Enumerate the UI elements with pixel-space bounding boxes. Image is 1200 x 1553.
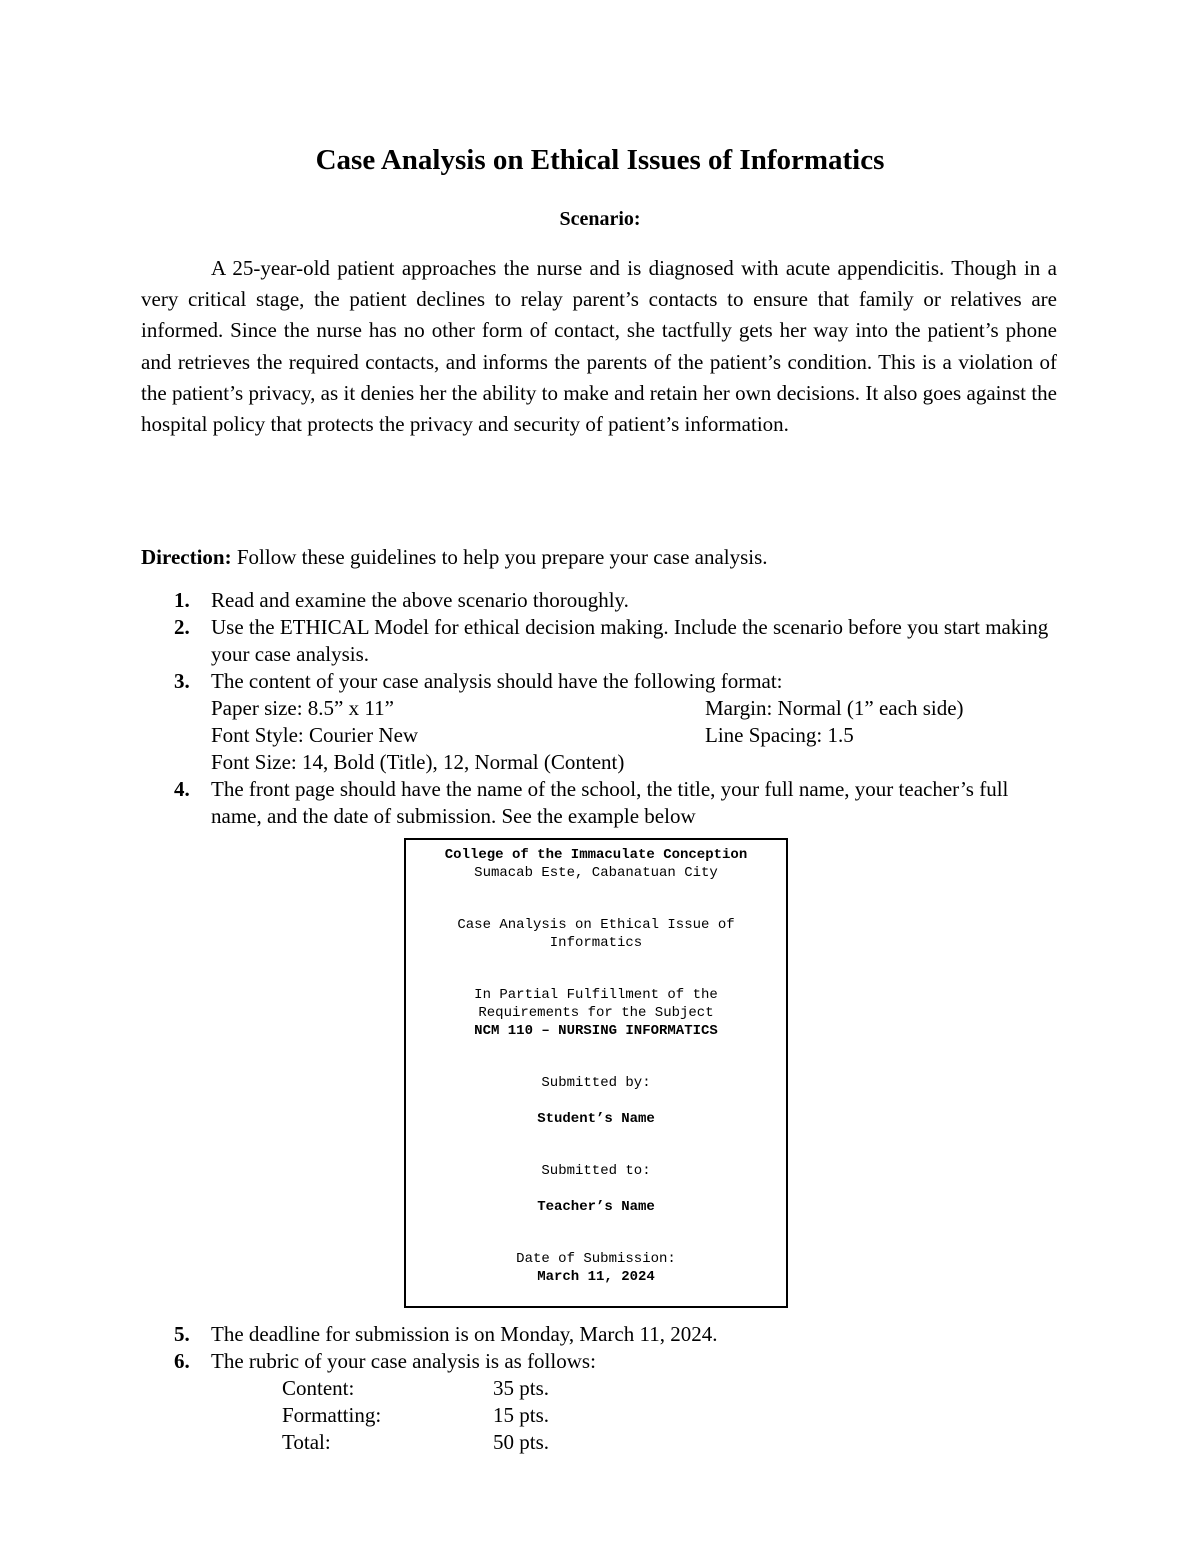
rubric-label: Content: [282, 1376, 355, 1400]
rubric-label: Formatting: [282, 1403, 382, 1427]
rubric-points: 35 pts. [493, 1376, 550, 1400]
rubric-points: 15 pts. [493, 1403, 550, 1427]
cover-submitted-by-label: Submitted by: [541, 1075, 651, 1091]
list-item-number: 6. [174, 1349, 190, 1373]
cover-title-line: Case Analysis on Ethical Issue of [457, 917, 735, 933]
format-line-spacing: Line Spacing: 1.5 [705, 723, 854, 747]
format-row [211, 722, 1061, 749]
cover-student-name: Student’s Name [537, 1111, 655, 1127]
rubric-row [211, 1402, 1061, 1429]
scenario-heading: Scenario: [559, 208, 641, 230]
list-item [141, 1348, 1061, 1456]
list-item-number: 4. [174, 777, 190, 801]
scenario-paragraph: A 25-year-old patient approaches the nurse and is diagnosed with acute appendicitis. Though in a very critical stage, the patient declines to relay parent’s contacts to ensure that family or relatives are informed. Since the nurse has no other form of contact, she tactfully gets her way into the patient’s phone and retrieves the required contacts, and informs the parents of the patient’s condition. This is a violation of the patient’s privacy, as it denies her the ability to make and retain her own decisions. It also goes against the hospital policy that protects the privacy and security of patient’s information. [141, 256, 1057, 437]
format-row [211, 695, 1061, 722]
list-item-number: 1. [174, 588, 190, 612]
list-item-text: Use the ETHICAL Model for ethical decision making. Include the scenario before you start making your case analysis. [211, 615, 1049, 666]
cover-submitted-to-label: Submitted to: [541, 1163, 651, 1179]
guidelines-list [141, 587, 1061, 830]
cover-school-name: College of the Immaculate Conception [444, 847, 748, 863]
rubric-points: 50 pts. [493, 1430, 550, 1454]
list-item-text: The deadline for submission is on Monday, March 11, 2024. [211, 1322, 718, 1346]
document-title: Case Analysis on Ethical Issues of Informatics [315, 144, 885, 176]
list-item-text: The rubric of your case analysis is as follows: [211, 1349, 596, 1373]
format-font-style: Font Style: Courier New [211, 723, 419, 747]
list-item [141, 587, 1061, 614]
rubric-row [211, 1375, 1061, 1402]
direction-label: Direction: [141, 545, 232, 569]
cover-teacher-name: Teacher’s Name [537, 1199, 655, 1215]
rubric-row [211, 1429, 1061, 1456]
format-margin: Margin: Normal (1” each side) [705, 696, 964, 720]
cover-date-label: Date of Submission: [516, 1251, 676, 1267]
list-item-text: The content of your case analysis should have the following format: [211, 669, 783, 693]
rubric-label: Total: [282, 1430, 331, 1454]
list-item [141, 668, 1061, 776]
cover-school-address: Sumacab Este, Cabanatuan City [474, 865, 718, 881]
cover-date: March 11, 2024 [537, 1269, 655, 1285]
cover-fulfillment-line: In Partial Fulfillment of the [474, 987, 718, 1003]
list-item-number: 3. [174, 669, 190, 693]
list-item [141, 776, 1061, 830]
cover-subject: NCM 110 – NURSING INFORMATICS [474, 1023, 718, 1039]
cover-page-sample [404, 838, 788, 1308]
direction-paragraph [141, 542, 1057, 572]
guidelines-list-continued [141, 1321, 1061, 1456]
list-item-text: Read and examine the above scenario thoroughly. [211, 588, 629, 612]
list-item [141, 614, 1061, 668]
list-item-number: 5. [174, 1322, 190, 1346]
cover-fulfillment-line: Requirements for the Subject [478, 1005, 714, 1021]
list-item-number: 2. [174, 615, 190, 639]
format-font-size: Font Size: 14, Bold (Title), 12, Normal (Content) [211, 750, 625, 774]
cover-title-line: Informatics [549, 935, 643, 951]
direction-text: Follow these guidelines to help you prepare your case analysis. [231, 545, 768, 569]
format-paper-size: Paper size: 8.5” x 11” [211, 696, 394, 720]
list-item [141, 1321, 1061, 1348]
list-item-text: The front page should have the name of the school, the title, your full name, your teacher’s full name, and the date of submission. See the example below [211, 777, 1009, 828]
